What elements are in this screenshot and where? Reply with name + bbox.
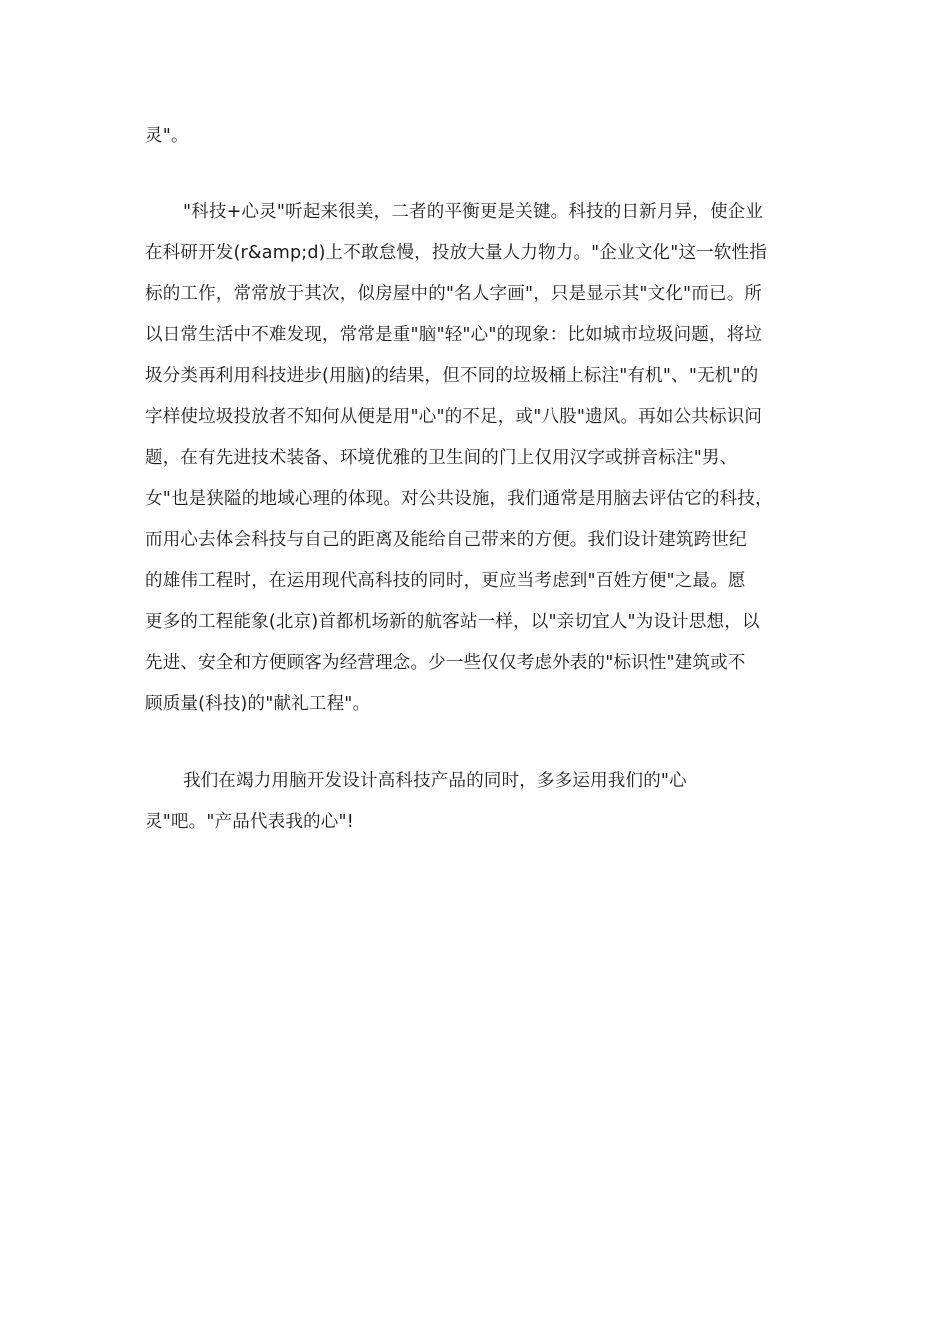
paragraph-2-line-12: 先进、安全和方便顾客为经营理念。少一些仅仅考虑外表的"标识性"建筑或不 (145, 653, 746, 673)
paragraph-2-line-1: "科技+心灵"听起来很美，二者的平衡更是关键。科技的日新月异，使企业 (183, 202, 764, 222)
paragraph-2-line-2: 在科研开发(r&amp;d)上不敢怠慢，投放大量人力物力。"企业文化"这一软性指 (145, 243, 767, 263)
paragraph-2-line-6: 字样使垃圾投放者不知何从便是用"心"的不足，或"八股"遗风。再如公共标识问 (145, 407, 763, 427)
paragraph-2-line-11: 更多的工程能象(北京)首都机场新的航客站一样，以"亲切宜人"为设计思想，以 (145, 612, 760, 632)
paragraph-2-line-3: 标的工作，常常放于其次，似房屋中的"名人字画"，只是显示其"文化"而已。所 (145, 284, 763, 304)
paragraph-2-line-8: 女"也是狭隘的地域心理的体现。对公共设施，我们通常是用脑去评估它的科技， (145, 489, 773, 509)
paragraph-3-line-2: 灵"吧。"产品代表我的心"! (145, 812, 354, 832)
paragraph-2-line-9: 而用心去体会科技与自己的距离及能给自己带来的方便。我们设计建筑跨世纪 (145, 530, 747, 550)
paragraph-2-line-13: 顾质量(科技)的"献礼工程"。 (145, 694, 371, 714)
paragraph-1-line-1: 灵"。 (145, 126, 189, 146)
paragraph-2-line-4: 以日常生活中不难发现，常常是重"脑"轻"心"的现象：比如城市垃圾问题，将垃 (145, 325, 763, 345)
paragraph-2-line-10: 的雄伟工程时，在运用现代高科技的同时，更应当考虑到"百姓方便"之最。愿 (145, 571, 746, 591)
paragraph-2-line-7: 题，在有先进技术装备、环境优雅的卫生间的门上仅用汉字或拼音标注"男、 (145, 448, 738, 468)
paragraph-3-line-1: 我们在竭力用脑开发设计高科技产品的同时，多多运用我们的"心 (183, 771, 687, 791)
paragraph-2-line-5: 圾分类再利用科技进步(用脑)的结果，但不同的垃圾桶上标注"有机"、"无机"的 (145, 366, 759, 386)
